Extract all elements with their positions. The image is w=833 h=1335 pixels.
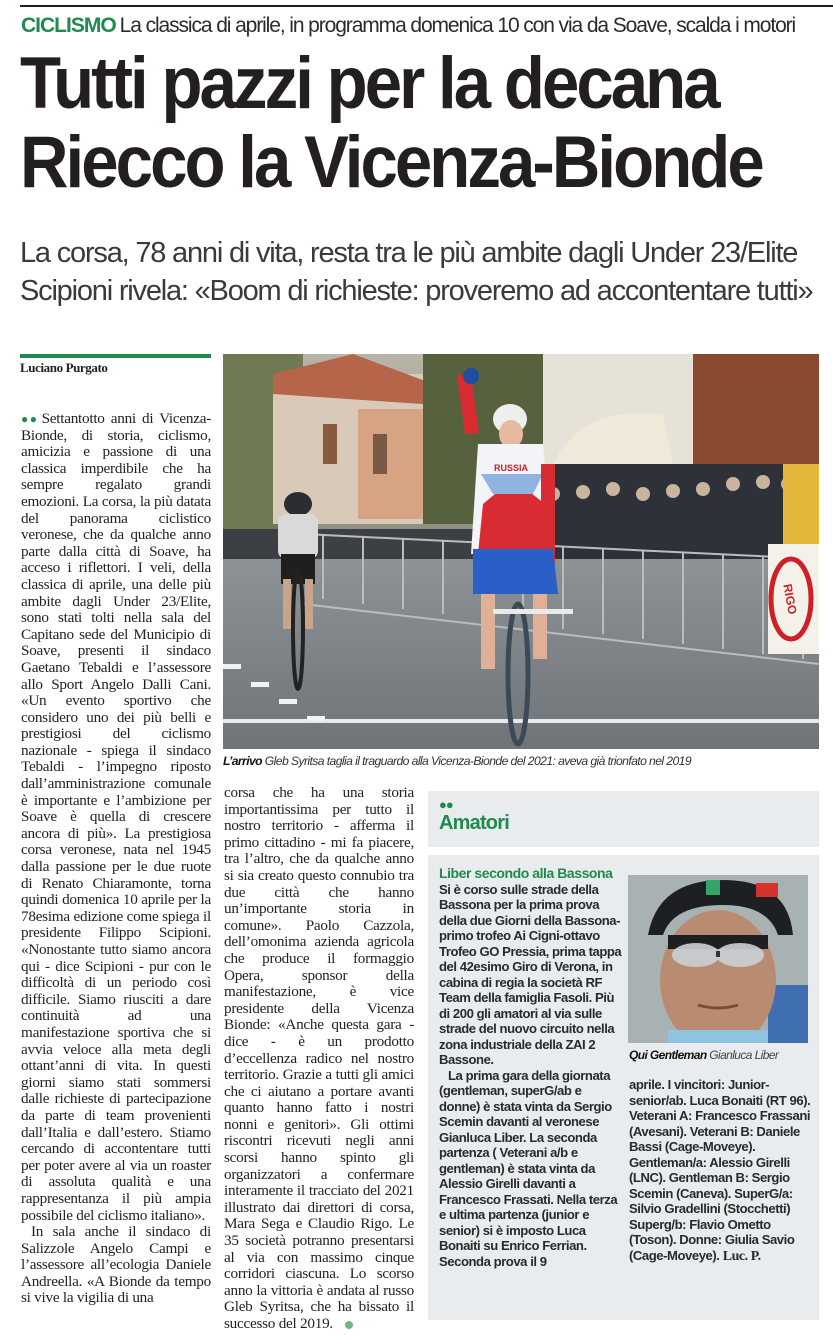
photo-caption	[223, 754, 691, 768]
headline-line-1: Tutti pazzi per la decana	[20, 43, 718, 124]
kicker-text: La classica di aprile, in programma domenica 10 con via da Soave, scalda i motori	[119, 14, 796, 37]
amatori-paragraph	[439, 866, 622, 1068]
cyclist-finish-photo	[223, 354, 819, 749]
end-of-article-dot-icon	[345, 1321, 353, 1329]
article-paragraph: In sala anche il sindaco di Salizzole Angelo Campi e l’assessore all’ecologia Daniele Andreella. «A Bionde da tempo si vive la vigilia di una	[21, 1223, 211, 1307]
portrait-caption-label: Qui Gentleman	[629, 1048, 707, 1062]
amatori-paragraph: La prima gara della giornata (gentleman, superG/ab e donne) è stata vinta da Sergio Scemin davanti al veronese Gianluca Liber. La seconda partenza ( Veterani a/b e gentleman) è stata vinta da Alessio Girelli davanti a Francesco Frassati. Nella terza e ultima partenza (junior e senior) si è imposto Luca Bonaiti su Enrico Ferrian. Seconda prova il 9	[439, 1067, 618, 1269]
lead-marker-icon: ●●	[21, 412, 39, 426]
caption-label: L’arrivo	[223, 754, 262, 768]
section-label: CICLISMO	[21, 14, 116, 37]
section-marker-icon: ●●	[439, 797, 453, 812]
banner-text: RIGO	[780, 582, 800, 616]
subheadline	[20, 234, 812, 310]
gianluca-liber-portrait	[628, 875, 808, 1043]
amatori-sidebar	[428, 855, 819, 1320]
portrait-photo	[628, 875, 808, 1043]
article-column-left	[21, 411, 211, 1307]
article-column-middle	[224, 785, 414, 1333]
caption-text: Gleb Syritsa taglia il traguardo alla Vicenza-Bionde del 2021: aveva già trionfato nel 2019	[264, 754, 692, 768]
amatori-section-header	[428, 791, 819, 847]
kicker	[21, 14, 795, 38]
byline-rule	[20, 354, 211, 358]
portrait-caption-text: Gianluca Liber	[709, 1048, 779, 1062]
headline-line-2: Riecco la Vicenza-Bionde	[20, 122, 762, 203]
article-paragraph	[224, 785, 414, 1333]
headline	[20, 44, 768, 202]
article-paragraph	[21, 411, 211, 1224]
main-photo	[223, 354, 819, 749]
paragraph-text: Settantotto anni di Vicenza-Bionde, di storia, ciclismo, amicizia e passione di una classica imperdibile che ha sempre regalato grandi emozioni. La corsa, la più datata del panorama ciclistico veronese, che da qualche anno parte dalla città di Soave, ha acceso i riflettori. I veli, della classica di aprile, una delle più ambite dagli Under 23/Elite, sono stati tolti nella sala del Capitano sede del Municipio di Soave, presenti il sindaco Gaetano Tebaldi e l’assessore allo Sport Angelo Dalli Cani. «Un evento sportivo che considero uno dei più belli e prestigiosi del ciclismo nazionale - spiega il sindaco Tebaldi - l’impegno riposto dall’amministrazione comunale è importante e l’ambizione per Soave è quella di crescere ancora di più». La prestigiosa corsa veronese, nata nel 1945 dalla passione per le due ruote di Renato Chiaramonte, torna quindi domenica 10 aprile per la 78esima edizione come spiega il presidente Filippo Scipioni. «Nonostante tutto siamo ancora qui - dice Scipioni - pur con le difficoltà di un periodo così difficile. Siamo riusciti a dare continuità ad una manifestazione sportiva che si avvia veloce alla meta degli ottant’anni di vita. In questi giorni siamo stati sommersi dalle richieste di partecipazione da parte di team provenienti dall’Italia e dall’estero. Stiamo cercando di accontentare tutti per poter avere al via un roaster di assoluta qualità e una rappresentanza il più ampia possibile del ciclismo italiano».	[21, 410, 211, 1224]
amatori-results-text: aprile. I vincitori: Junior-senior/ab. Luca Bonaiti (RT 96). Veterani A: Francesco Frassani (Avesani). Veterani B: Daniele Bassi (Cage-Moveye). Gentleman/a: Alessio Girelli (LNC). Gentleman B: Sergio Scemin (Caneva). SuperG/a: Silvio Gradellini (Stocchetti) Superg/b: Flavio Ometto (Toson). Donne: Giulia Savio (Cage-Moveye).	[629, 1077, 811, 1263]
amatori-text: Si è corso sulle strade della Bassona per la prima prova della due Giorni della Bassona-primo trofeo Ai Cigni-ottavo Trofeo GO Pressia, prima tappa del 42esimo Giro di Verona, in cabina di regia la società RF Team della famiglia Fasoli. Più di 200 gli amatori al via sulle strade del nuovo circuito nella zona industriale della ZAI 2 Bassone.	[439, 881, 622, 1067]
amatori-column-left	[439, 866, 622, 1269]
subheadline-line-2: Scipioni rivela: «Boom di richieste: proveremo ad accontentare tutti»	[20, 275, 813, 307]
amatori-column-right	[629, 1077, 811, 1264]
amatori-signature: Luc. P.	[722, 1248, 761, 1264]
amatori-paragraph	[629, 1077, 811, 1264]
portrait-caption	[629, 1048, 778, 1062]
byline: Luciano Purgato	[20, 360, 108, 375]
paragraph-text: corsa che ha una storia importantissima per tutto il nostro territorio - afferma il primo cittadino - mi fa piacere, tra l’altro, che da qualche anno si sia creato questo connubio tra due città che hanno un’importante storia in comune». Paolo Cazzola, dell’omonima azienda agricola che produce il formaggio Opera, sponsor della manifestazione, è vice presidente della Vicenza Bionde: «Anche questa gara - dice - è un prodotto d’eccellenza radico nel nostro territorio. Grazie a tutti gli amici che ci aiutano a portare avanti quanto hanno fatto i nostri nonni e genitori». Gli ottimi riscontri ricevuti negli anni scorsi hanno spinto gli organizzatori a confermare interamente il tracciato del 2021 illustrato dai direttori di corsa, Mara Sega e Claudio Rigo. Le 35 società potranno presentarsi al via con massimo cinque corridori ciascuna. Lo scorso anno la vittoria è andata al russo Gleb Syritsa, che ha bissato il successo del 2019.	[224, 784, 414, 1332]
amatori-story-title: Liber secondo alla Bassona	[439, 865, 613, 881]
top-rule	[20, 5, 833, 7]
jersey-text: RUSSIA	[493, 463, 529, 473]
amatori-title: Amatori	[439, 812, 509, 834]
subheadline-line-1: La corsa, 78 anni di vita, resta tra le più ambite dagli Under 23/Elite	[20, 237, 798, 269]
